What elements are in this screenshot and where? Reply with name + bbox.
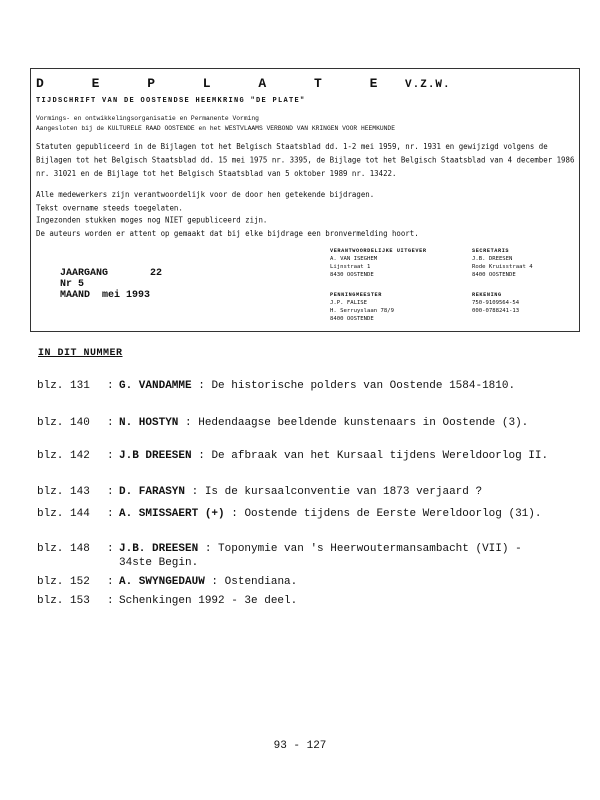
toc-title: Is de kursaalconventie van 1873 verjaard ? xyxy=(204,486,483,498)
page-range: 93 - 127 xyxy=(273,740,327,752)
toc-author: A. SMISSAERT (+) xyxy=(119,508,225,520)
toc-heading: IN DIT NUMMER xyxy=(38,348,123,359)
contact-line: Rode Kruisstraat 4 xyxy=(472,264,533,270)
contact-rekening xyxy=(472,291,519,315)
journal-suffix: V.Z.W. xyxy=(405,79,451,91)
notice-line: Tekst overname steeds toegelaten. xyxy=(36,202,183,213)
nr-label: Nr xyxy=(60,279,73,290)
toc-author: J.B. DREESEN xyxy=(119,543,199,555)
toc-title: Hedendaagse beeldende kunstenaars in Oostende (3). xyxy=(198,417,529,429)
contact-heading: PENNINGMEESTER xyxy=(330,292,382,298)
jaargang-value: 22 xyxy=(150,268,163,279)
contact-line: 750-9109564-54 xyxy=(472,300,520,306)
contact-line: 8400 OOSTENDE xyxy=(330,316,374,322)
toc-title: De historische polders van Oostende 1584-1810. xyxy=(211,380,516,392)
statutes-text: Statuten gepubliceerd in de Bijlagen tot het Belgisch Staatsblad dd. 1-2 mei 1959, nr. 1931 en gewijzigd volgens de Bijlagen tot het Belgisch Staatsblad dd. 15 mei 1975 nr. 3395, de Bijlage tot het Belgisch Staatsblad van 4 december 1986 nr. 31021 en de Bijlage tot het Belgisch Staatsblad van 5 oktober 1989 nr. 13422. xyxy=(36,141,575,179)
toc-author: D. FARASYN xyxy=(119,486,186,498)
maand-value: mei 1993 xyxy=(102,290,151,301)
jaargang-label: JAARGANG xyxy=(60,268,109,279)
issue-info xyxy=(60,268,162,301)
contact-line: H. Serruyslaan 78/9 xyxy=(330,308,394,314)
toc-title: Ostendiana. xyxy=(224,576,298,588)
toc-author: A. SWYNGEDAUW xyxy=(119,576,205,588)
toc-page: blz. 131 xyxy=(37,380,90,392)
toc-page: blz. 148 xyxy=(37,543,90,555)
toc-title: Schenkingen 1992 - 3e deel. xyxy=(119,595,298,607)
maand-label: MAAND xyxy=(60,290,91,301)
toc-page: blz. 153 xyxy=(37,595,90,607)
contact-line: J.P. FALISE xyxy=(330,300,368,306)
toc-author: G. VANDAMME xyxy=(119,380,192,392)
journal-subtitle: TIJDSCHRIFT VAN DE OOSTENDSE HEEMKRING "DE PLATE" xyxy=(36,97,306,105)
contact-heading: SECRETARIS xyxy=(472,248,510,254)
toc-title: De afbraak van het Kursaal tijdens Wereldoorlog II. xyxy=(211,450,549,462)
toc-page: blz. 140 xyxy=(37,417,90,429)
contact-secretaris xyxy=(472,247,533,279)
document-page: D E P L A T E V.Z.W. TIJDSCHRIFT VAN DE OOSTENDSE HEEMKRING "DE PLATE" Vormings- en ontwikkelingsorganisatie en Permanente Vorming Aangesloten bij de KULTURELE RAAD OOSTENDE en het WESTVLAAMS VERBOND VAN KRINGEN VOOR HEEMKUNDE Statuten gepubliceerd in de Bijlagen tot het Belgisch Staatsblad dd. 1-2 mei 1959, nr. 1931 en gewijzigd volgens de Bijlagen tot het Belgisch Staatsblad dd. 15 mei 1975 nr. 3395, de Bijlage tot het Belgisch Staatsblad van 4 december 1986 nr. 31021 en de Bijlage tot het Belgisch Staatsblad van 5 oktober 1989 nr. 13422. Alle medewerkers zijn verantwoordelijk voor de door hen getekende bijdragen. Tekst overname steeds toegelaten. Ingezonden stukken moges nog NIET gepubliceerd zijn. De auteurs worden er attent op gemaakt dat bij elke bijdrage een bronvermelding hoort. JAARGANG 22 Nr 5 MAAND mei 1993 VERANTWOORDELIJKE UITGEVER A. VAN ISEGHEM Lijnstraat 1 8430 OOSTENDE SECRETARIS J.B. DREESEN Rode Kruisstraat 4 8400 OOSTENDE PENNINGMEESTER J.P. FALISE H. Serruyslaan 78/9 8400 OOSTENDE REKENING 750-9109564-54 000-0788241-13 IN DIT NUMMER blz. 131 : G. VANDAMME : De historische polders van Oostende 1584-1810. blz. 140 : N. HOSTYN : Hedendaagse beeldende kunstenaars in Oostende (3). blz. 142 : J.B DREESEN : De afbraak van het Kursaal tijdens Wereldoorlog II. blz. 143 : D. FARASYN : Is de kursaalconventie van 1873 verjaard ? blz. 144 : A. SMISSAERT (+) : Oostende tijdens de Eerste Wereldoorlog (31). blz. 148 : J.B. DREESEN : Toponymie van 's Heerwoutermansambacht (VII) - 34ste Begin. blz. 152 : A. SWYNGEDAUW : Ostendiana. blz. 153 : Schenkingen 1992 - 3e deel. 93 - 127 xyxy=(0,0,600,800)
toc-title: Oostende tijdens de Eerste Wereldoorlog (31). xyxy=(244,508,542,520)
toc-title: Toponymie van 's Heerwoutermansambacht (VII) - 34ste Begin. xyxy=(119,543,522,569)
contact-line: Lijnstraat 1 xyxy=(330,264,371,270)
contact-line: J.B. DREESEN xyxy=(472,256,513,262)
organisation-line: Vormings- en ontwikkelingsorganisatie en Permanente Vorming xyxy=(36,115,259,122)
toc-page: blz. 152 xyxy=(37,576,90,588)
contact-line: A. VAN ISEGHEM xyxy=(330,256,378,262)
contact-heading: REKENING xyxy=(472,292,502,298)
notice-line: Ingezonden stukken moges nog NIET gepubliceerd zijn. xyxy=(36,214,268,225)
toc-page: blz. 143 xyxy=(37,486,90,498)
toc-author: N. HOSTYN xyxy=(119,417,179,429)
toc-page: blz. 142 xyxy=(37,450,90,462)
journal-name: D E P L A T E xyxy=(36,76,398,91)
contact-heading: VERANTWOORDELIJKE UITGEVER xyxy=(330,248,427,254)
notice-line: De auteurs worden er attent op gemaakt dat bij elke bijdrage een bronvermelding hoort. xyxy=(36,227,419,238)
nr-value: 5 xyxy=(78,279,85,290)
contact-penningmeester xyxy=(330,291,394,323)
contact-uitgever xyxy=(330,247,427,279)
affiliation-line: Aangesloten bij de KULTURELE RAAD OOSTENDE en het WESTVLAAMS VERBOND VAN KRINGEN VOOR HEEMKUNDE xyxy=(36,125,395,132)
contact-line: 8430 OOSTENDE xyxy=(330,272,374,278)
notice-line: Alle medewerkers zijn verantwoordelijk voor de door hen getekende bijdragen. xyxy=(36,189,375,200)
toc-author: J.B DREESEN xyxy=(119,450,192,462)
contact-line: 000-0788241-13 xyxy=(472,308,520,314)
journal-title xyxy=(36,76,451,91)
toc-page: blz. 144 xyxy=(37,508,90,520)
notices-block xyxy=(36,188,456,240)
contact-line: 8400 OOSTENDE xyxy=(472,272,516,278)
